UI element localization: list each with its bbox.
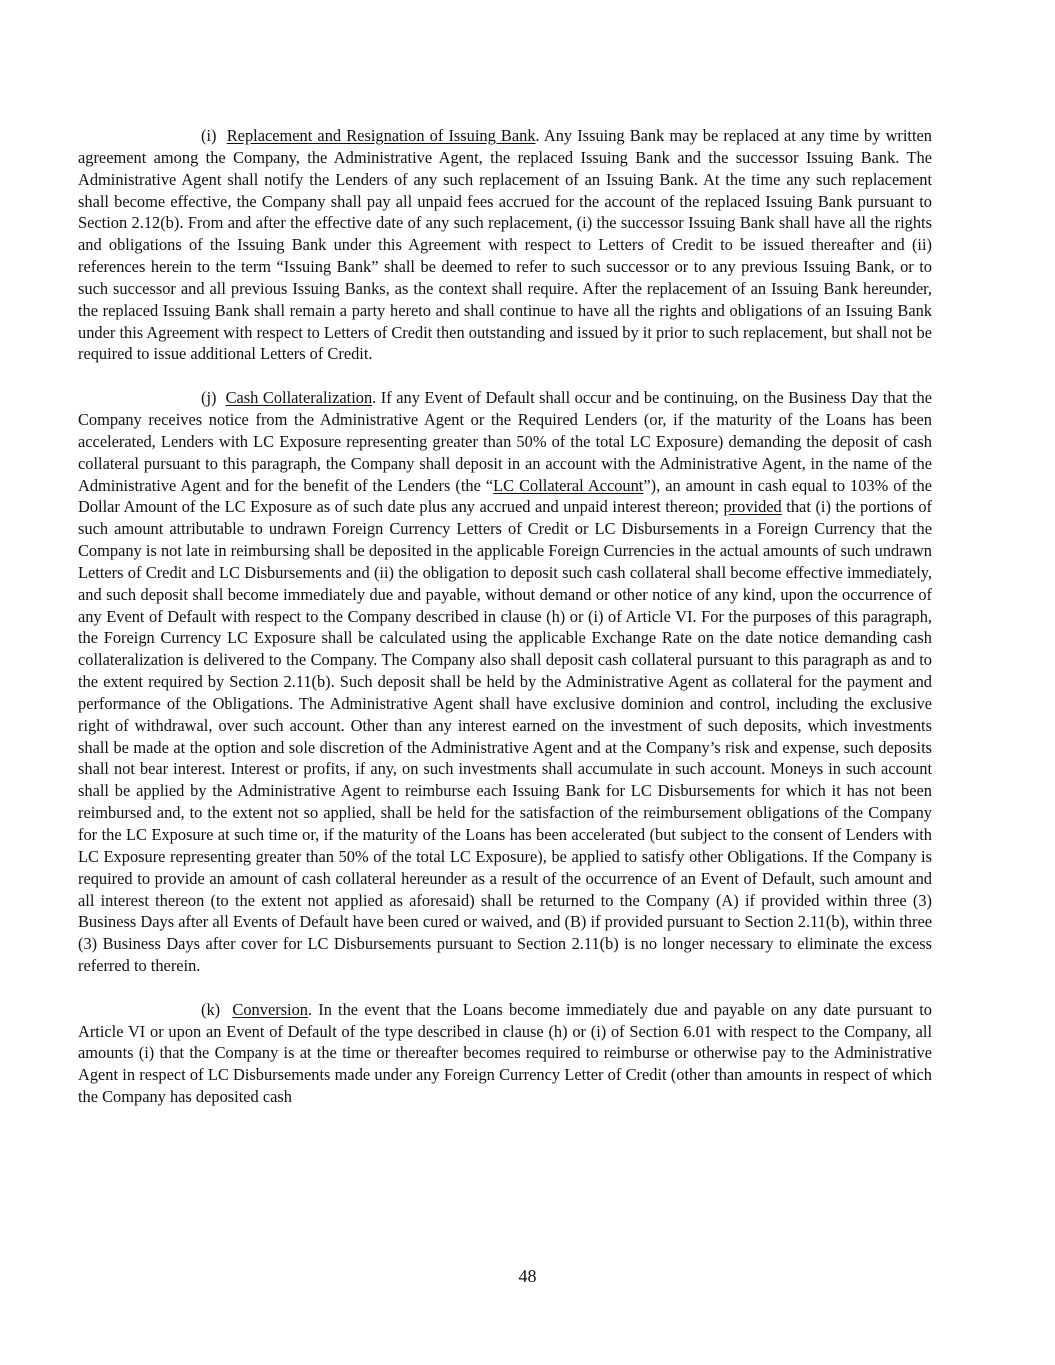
paragraph-k-body: . In the event that the Loans become immediately due and payable on any date pursuant to Article VI or upon an Event of Default of the type described in clause (h) or (i) of Section 6.01 with respect to the Company, all amounts (i) that the Company is at the time or thereafter becomes required to reimburse or otherwise pay to the Administrative Agent in respect of LC Disbursements made under any Foreign Currency Letter of Credit (other than amounts in respect of which the Company has deposited cash [78,999,932,1107]
provided-term: provided [723,497,782,517]
paragraph-k [78,999,932,1108]
paragraph-k-heading: Conversion [232,999,308,1019]
document-page [78,125,932,1108]
lc-collateral-account-term: LC Collateral Account [493,475,644,495]
paragraph-j-heading: Cash Collateralization [225,388,373,408]
paragraph-i-label: (i) [201,126,217,145]
paragraph-j-body-part-2: ”), an amount in cash equal to 103% of the Dollar Amount of the LC Exposure as of such date plus any accrued and unpaid interest thereon; [78,475,932,517]
paragraph-j-label: (j) [201,388,217,408]
paragraph-k-label: (k) [201,999,221,1019]
paragraph-j [78,387,932,977]
paragraph-i-heading: Replacement and Resignation of Issuing Bank [226,126,536,145]
paragraph-i [78,125,932,365]
paragraph-j-body-part-1: . If any Event of Default shall occur and be continuing, on the Business Day that the Company receives notice from the Administrative Agent or the Required Lenders (or, if the maturity of the Loans has been accelerated, Lenders with LC Exposure representing greater than 50% of the total LC Exposure) demanding the deposit of cash collateral pursuant to this paragraph, the Company shall deposit in an account with the Administrative Agent, in the name of the Administrative Agent and for the benefit of the Lenders (the “ [78,388,932,495]
paragraph-j-body-part-3: that (i) the portions of such amount attributable to undrawn Foreign Currency Letters of Credit or LC Disbursements in a Foreign Currency that the Company is not late in reimbursing shall be deposited in the applicable Foreign Currencies in the actual amounts of such undrawn Letters of Credit and LC Disbursements and (ii) the obligation to deposit such cash collateral shall become effective immediately, and such deposit shall become immediately due and payable, without demand or other notice of any kind, upon the occurrence of any Event of Default with respect to the Company described in clause (h) or (i) of Article VI. For the purposes of this paragraph, the Foreign Currency LC Exposure shall be calculated using the applicable Exchange Rate on the date notice demanding cash collateralization is delivered to the Company. The Company also shall deposit cash collateral pursuant to this paragraph as and to the extent required by Section 2.11(b). Such deposit shall be held by the Administrative Agent as collateral for the payment and performance of the Obligations. The Administrative Agent shall have exclusive dominion and control, including the exclusive right of withdrawal, over such account. Other than any interest earned on the investment of such deposits, which investments shall be made at the option and sole discretion of the Administrative Agent and at the Company’s risk and expense, such deposits shall not bear interest. Interest or profits, if any, on such investments shall accumulate in such account. Moneys in such account shall be applied by the Administrative Agent to reimburse each Issuing Bank for LC Disbursements for which it has not been reimbursed and, to the extent not so applied, shall be held for the satisfaction of the reimbursement obligations of the Company for the LC Exposure at such time or, if the maturity of the Loans has been accelerated (but subject to the consent of Lenders with LC Exposure representing greater than 50% of the total LC Exposure), be applied to satisfy other Obligations. If the Company is required to provide an amount of cash collateral hereunder as a result of the occurrence of an Event of Default, such amount and all interest thereon (to the extent not applied as aforesaid) shall be returned to the Company (A) if provided within three (3) Business Days after all Events of Default have been cured or waived, and (B) if provided pursuant to Section 2.11(b), within three (3) Business Days after cover for LC Disbursements pursuant to Section 2.11(b) is no longer necessary to eliminate the excess referred to therein. [78,497,932,976]
paragraph-i-body: . Any Issuing Bank may be replaced at any time by written agreement among the Company, the Administrative Agent, the replaced Issuing Bank and the successor Issuing Bank. The Administrative Agent shall notify the Lenders of any such replacement of an Issuing Bank. At the time any such replacement shall become effective, the Company shall pay all unpaid fees accrued for the account of the replaced Issuing Bank pursuant to Section 2.12(b). From and after the effective date of any such replacement, (i) the successor Issuing Bank shall have all the rights and obligations of the Issuing Bank under this Agreement with respect to Letters of Credit to be issued thereafter and (ii) references herein to the term “Issuing Bank” shall be deemed to refer to such successor or to any previous Issuing Bank, or to such successor and all previous Issuing Banks, as the context shall require. After the replacement of an Issuing Bank hereunder, the replaced Issuing Bank shall remain a party hereto and shall continue to have all the rights and obligations of an Issuing Bank under this Agreement with respect to Letters of Credit then outstanding and issued by it prior to such replacement, but shall not be required to issue additional Letters of Credit. [78,126,932,364]
page-number: 48 [518,1266,537,1286]
